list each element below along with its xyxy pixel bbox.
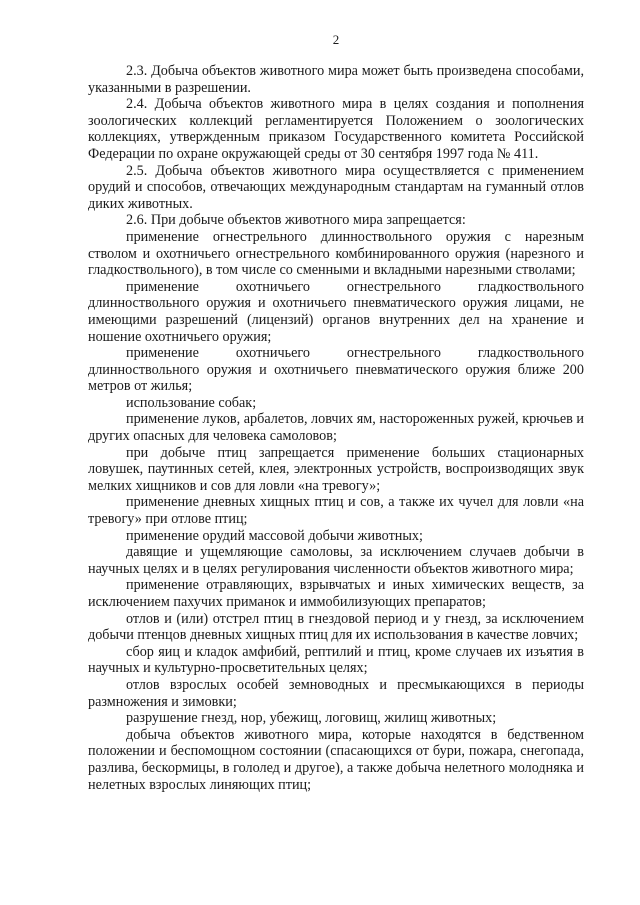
prohibition-item: применение огнестрельного длинноствольного оружия с нарезным стволом и охотничьего огнестрельного комбинированного оружия (нарезного и гладкоствольного), в том числе со сменными и вкладными нарезными стволами; [88, 228, 584, 279]
prohibition-item: использование собак; [126, 394, 257, 411]
paragraph-2-3: 2.3. Добыча объектов животного мира может быть произведена способами, указанными в разрешении. [88, 63, 584, 96]
prohibition-item: давящие и ущемляющие самоловы, за исключением случаев добычи в научных целях и в целях регулирования численности объектов животного мира; [88, 544, 584, 577]
paragraph-2-5: 2.5. Добыча объектов животного мира осуществляется с применением орудий и способов, отвечающих международным стандартам на гуманный отлов диких животных. [88, 162, 584, 212]
paragraph-2-6: 2.6. При добыче объектов животного мира запрещается: [126, 212, 466, 229]
prohibition-item: применение отравляющих, взрывчатых и иных химических веществ, за исключением пахучих приманок и иммобилизующих препаратов; [88, 577, 584, 610]
prohibition-item: применение орудий массовой добычи животных; [126, 527, 423, 544]
document-body [88, 63, 584, 793]
paragraph-2-4: 2.4. Добыча объектов животного мира в целях создания и пополнения зоологических коллекций регламентируется Положением о зоологических коллекциях, утвержденным приказом Государственного комитета Российской Федерации по охране окружающей среды от 30 сентября 1997 года № 411. [88, 96, 584, 162]
prohibition-item: при добыче птиц запрещается применение больших стационарных ловушек, паутинных сетей, клея, электронных устройств, воспроизводящих звук мелких хищников и сов для ловли «на тревогу»; [88, 444, 584, 494]
prohibition-item: разрушение гнезд, нор, убежищ, логовищ, жилищ животных; [126, 710, 497, 727]
prohibition-item: применение охотничьего огнестрельного гладкоствольного длинноствольного оружия и охотничьего пневматического оружия ближе 200 метров от жилья; [88, 345, 584, 395]
page-number: 2 [332, 32, 340, 47]
prohibition-item: отлов взрослых особей земноводных и пресмыкающихся в периоды размножения и зимовки; [88, 676, 584, 710]
prohibition-item: сбор яиц и кладок амфибий, рептилий и птиц, кроме случаев их изъятия в научных и культурно-просветительных целях; [88, 643, 584, 677]
prohibition-item: применение дневных хищных птиц и сов, а также их чучел для ловли «на тревогу» при отлове птиц; [88, 494, 584, 528]
prohibition-item: применение луков, арбалетов, ловчих ям, настороженных ружей, крючьев и других опасных для человека самоловов; [88, 411, 584, 445]
prohibition-item: применение охотничьего огнестрельного гладкоствольного длинноствольного оружия и охотничьего пневматического оружия лицами, не имеющими разрешений (лицензий) органов внутренних дел на хранение и ношение охотничьего оружия; [88, 278, 584, 345]
prohibition-item: добыча объектов животного мира, которые находятся в бедственном положении и беспомощном состоянии (спасающихся от бури, пожара, снегопада, разлива, бескормицы, в гололед и другое), а также добыча нелетного молодняка и нелетных взрослых линяющих птиц; [88, 726, 584, 793]
prohibition-item: отлов и (или) отстрел птиц в гнездовой период и у гнезд, за исключением добычи птенцов дневных хищных птиц для их использования в качестве ловчих; [88, 610, 584, 644]
